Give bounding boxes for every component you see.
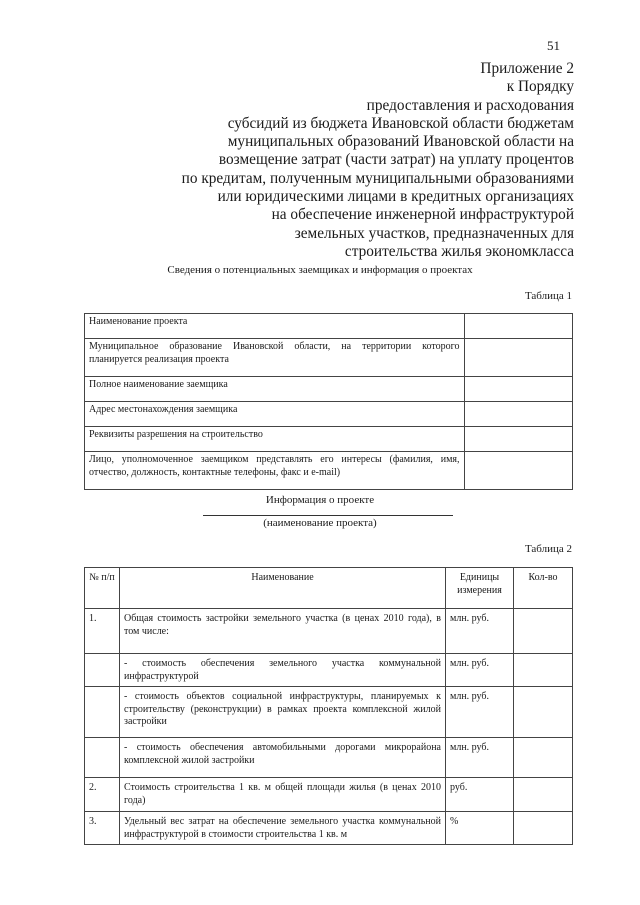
appendix-line: на обеспечение инженерной инфраструктурой xyxy=(271,206,574,224)
row-qty xyxy=(514,778,573,812)
row-name: - стоимость объектов социальной инфраструктуры, планируемых к строительству (реконструкции) в рамках проекта комплексной жилой застройки xyxy=(120,687,446,738)
row-unit: % xyxy=(446,812,514,845)
row-name: Стоимость строительства 1 кв. м общей площади жилья (в ценах 2010 года) xyxy=(120,778,446,812)
row-unit: млн. руб. xyxy=(446,609,514,654)
appendix-line: субсидий из бюджета Ивановской области бюджетам xyxy=(227,114,574,132)
row-label: Полное наименование заемщика xyxy=(85,377,465,402)
table-row xyxy=(85,812,573,845)
row-label: Лицо, уполномоченное заемщиком представлять его интересы (фамилия, имя, отчество, должность, контактные телефоны, факс и e-mail) xyxy=(85,452,465,490)
table1-caption: Таблица 1 xyxy=(524,290,572,302)
table-header-row xyxy=(85,568,573,609)
table-row xyxy=(85,654,573,687)
table-row xyxy=(85,339,573,377)
appendix-line: предоставления и расходования xyxy=(366,96,574,114)
table-row xyxy=(85,778,573,812)
row-unit: млн. руб. xyxy=(446,738,514,778)
table-row xyxy=(85,609,573,654)
value-cell xyxy=(464,377,573,402)
row-name: Удельный вес затрат на обеспечение земельного участка коммунальной инфраструктурой в стоимости строительства 1 кв. м xyxy=(120,812,446,845)
row-unit: руб. xyxy=(446,778,514,812)
row-label: Наименование проекта xyxy=(85,314,465,339)
row-qty xyxy=(514,812,573,845)
project-name-subcaption: (наименование проекта) xyxy=(263,517,377,529)
project-info-table xyxy=(84,567,573,845)
value-cell xyxy=(464,339,573,377)
project-name-line xyxy=(203,515,453,516)
table-row xyxy=(85,377,573,402)
row-name: - стоимость обеспечения автомобильными дорогами микрорайона комплексной жилой застройки xyxy=(120,738,446,778)
appendix-header xyxy=(154,60,574,261)
row-unit: млн. руб. xyxy=(446,687,514,738)
section-title: Сведения о потенциальных заемщиках и информация о проектах xyxy=(167,264,473,276)
appendix-line: по кредитам, полученным муниципальными образованиями xyxy=(181,169,574,187)
value-cell xyxy=(464,314,573,339)
row-qty xyxy=(514,654,573,687)
row-label: Муниципальное образование Ивановской области, на территории которого планируется реализация проекта xyxy=(85,339,465,377)
project-info-heading: Информация о проекте xyxy=(265,494,375,506)
row-number: 3. xyxy=(85,812,120,845)
table-row xyxy=(85,738,573,778)
appendix-line: или юридическими лицами в кредитных организациях xyxy=(217,188,574,206)
appendix-line: Приложение 2 xyxy=(480,60,574,77)
table-row xyxy=(85,314,573,339)
page-number: 51 xyxy=(547,38,560,53)
column-header-unit: Единицы измерения xyxy=(446,568,514,609)
table-row xyxy=(85,427,573,452)
borrower-info-table xyxy=(84,313,573,490)
row-name: Общая стоимость застройки земельного участка (в ценах 2010 года), в том числе: xyxy=(120,609,446,654)
appendix-line: земельных участков, предназначенных для xyxy=(294,224,574,242)
row-name: - стоимость обеспечения земельного участка коммунальной инфраструктурой xyxy=(120,654,446,687)
column-header-name: Наименование xyxy=(120,568,446,609)
row-number xyxy=(85,687,120,738)
value-cell xyxy=(464,402,573,427)
row-unit: млн. руб. xyxy=(446,654,514,687)
row-label: Реквизиты разрешения на строительство xyxy=(85,427,465,452)
row-qty xyxy=(514,687,573,738)
row-qty xyxy=(514,738,573,778)
table-row xyxy=(85,452,573,490)
row-number xyxy=(85,654,120,687)
appendix-line: муниципальных образований Ивановской области на xyxy=(227,133,574,151)
value-cell xyxy=(464,427,573,452)
table2-caption: Таблица 2 xyxy=(524,543,572,555)
column-header-qty: Кол-во xyxy=(514,568,573,609)
appendix-line: строительства жилья экономкласса xyxy=(344,242,574,260)
row-number: 2. xyxy=(85,778,120,812)
table-row xyxy=(85,687,573,738)
value-cell xyxy=(464,452,573,490)
appendix-line: к Порядку xyxy=(506,78,574,96)
row-qty xyxy=(514,609,573,654)
column-header-num: № п/п xyxy=(85,568,120,609)
appendix-line: возмещение затрат (части затрат) на уплату процентов xyxy=(218,151,574,169)
row-label: Адрес местонахождения заемщика xyxy=(85,402,465,427)
row-number xyxy=(85,738,120,778)
row-number: 1. xyxy=(85,609,120,654)
table-row xyxy=(85,402,573,427)
